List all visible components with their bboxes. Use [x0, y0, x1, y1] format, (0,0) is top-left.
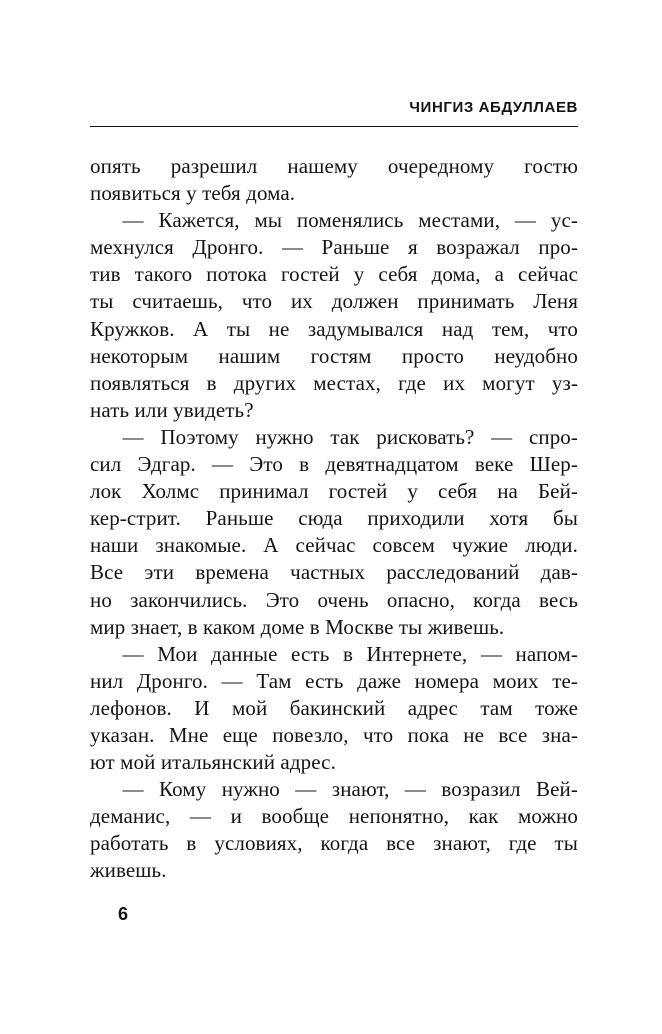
text-line: опять разрешил нашему очередному гостю — [90, 154, 578, 178]
paragraph — [90, 776, 578, 884]
text-line: — Поэтому нужно так рисковать? — спро- — [122, 424, 578, 449]
header-rule — [90, 126, 578, 127]
text-line: — Мои данные есть в Интернете, — напом- — [122, 641, 578, 666]
page-header — [90, 100, 578, 127]
running-head-author: ЧИНГИЗ АБДУЛЛАЕВ — [409, 99, 578, 116]
text-line: кер-стрит. Раньше сюда приходили хотя бы — [90, 506, 578, 531]
text-line: нать или увидеть? — [90, 397, 254, 422]
text-line: появляться в других местах, где их могут уз- — [90, 370, 578, 395]
text-line: но закончились. Это очень опасно, когда весь — [90, 587, 578, 612]
text-line: некоторым нашим гостям просто неудобно — [90, 343, 578, 368]
text-line: появиться у тебя дома. — [90, 181, 296, 206]
text-line: мехнулся Дронго. — Раньше я возражал про- — [90, 235, 578, 260]
text-line: тив такого потока гостей у себя дома, а сейчас — [90, 262, 578, 287]
paragraph — [90, 424, 578, 641]
paragraph — [90, 641, 578, 776]
page-number: 6 — [118, 904, 129, 924]
text-line: Все эти времена частных расследований дав- — [90, 560, 578, 585]
text-line: сил Эдгар. — Это в девятнадцатом веке Шер- — [90, 452, 578, 477]
text-line: — Кому нужно — знают, — возразил Вей- — [122, 777, 578, 802]
text-line: работать в условиях, когда все знают, где ты — [90, 831, 578, 856]
paragraph — [90, 153, 578, 207]
text-line: ты считаешь, что их должен принимать Леня — [90, 289, 578, 314]
text-line: наши знакомые. А сейчас совсем чужие люди. — [90, 533, 578, 558]
text-line: Кружков. А ты не задумывался над тем, что — [90, 316, 578, 341]
text-line: лефонов. И мой бакинский адрес там тоже — [90, 695, 578, 720]
text-line: мир знает, в каком доме в Москве ты живешь. — [90, 614, 505, 639]
body-text — [90, 153, 578, 885]
text-line: указан. Мне еще повезло, что пока не все зна- — [90, 722, 578, 747]
text-line: — Кажется, мы поменялись местами, — ус- — [122, 208, 578, 233]
text-line: живешь. — [90, 858, 167, 883]
paragraph — [90, 207, 578, 424]
text-line: ют мой итальянский адрес. — [90, 750, 336, 775]
text-line: деманис, — и вообще непонятно, как можно — [90, 804, 578, 829]
text-line: лок Холмс принимал гостей у себя на Бей- — [90, 479, 578, 504]
text-line: нил Дронго. — Там есть даже номера моих те- — [90, 668, 578, 693]
